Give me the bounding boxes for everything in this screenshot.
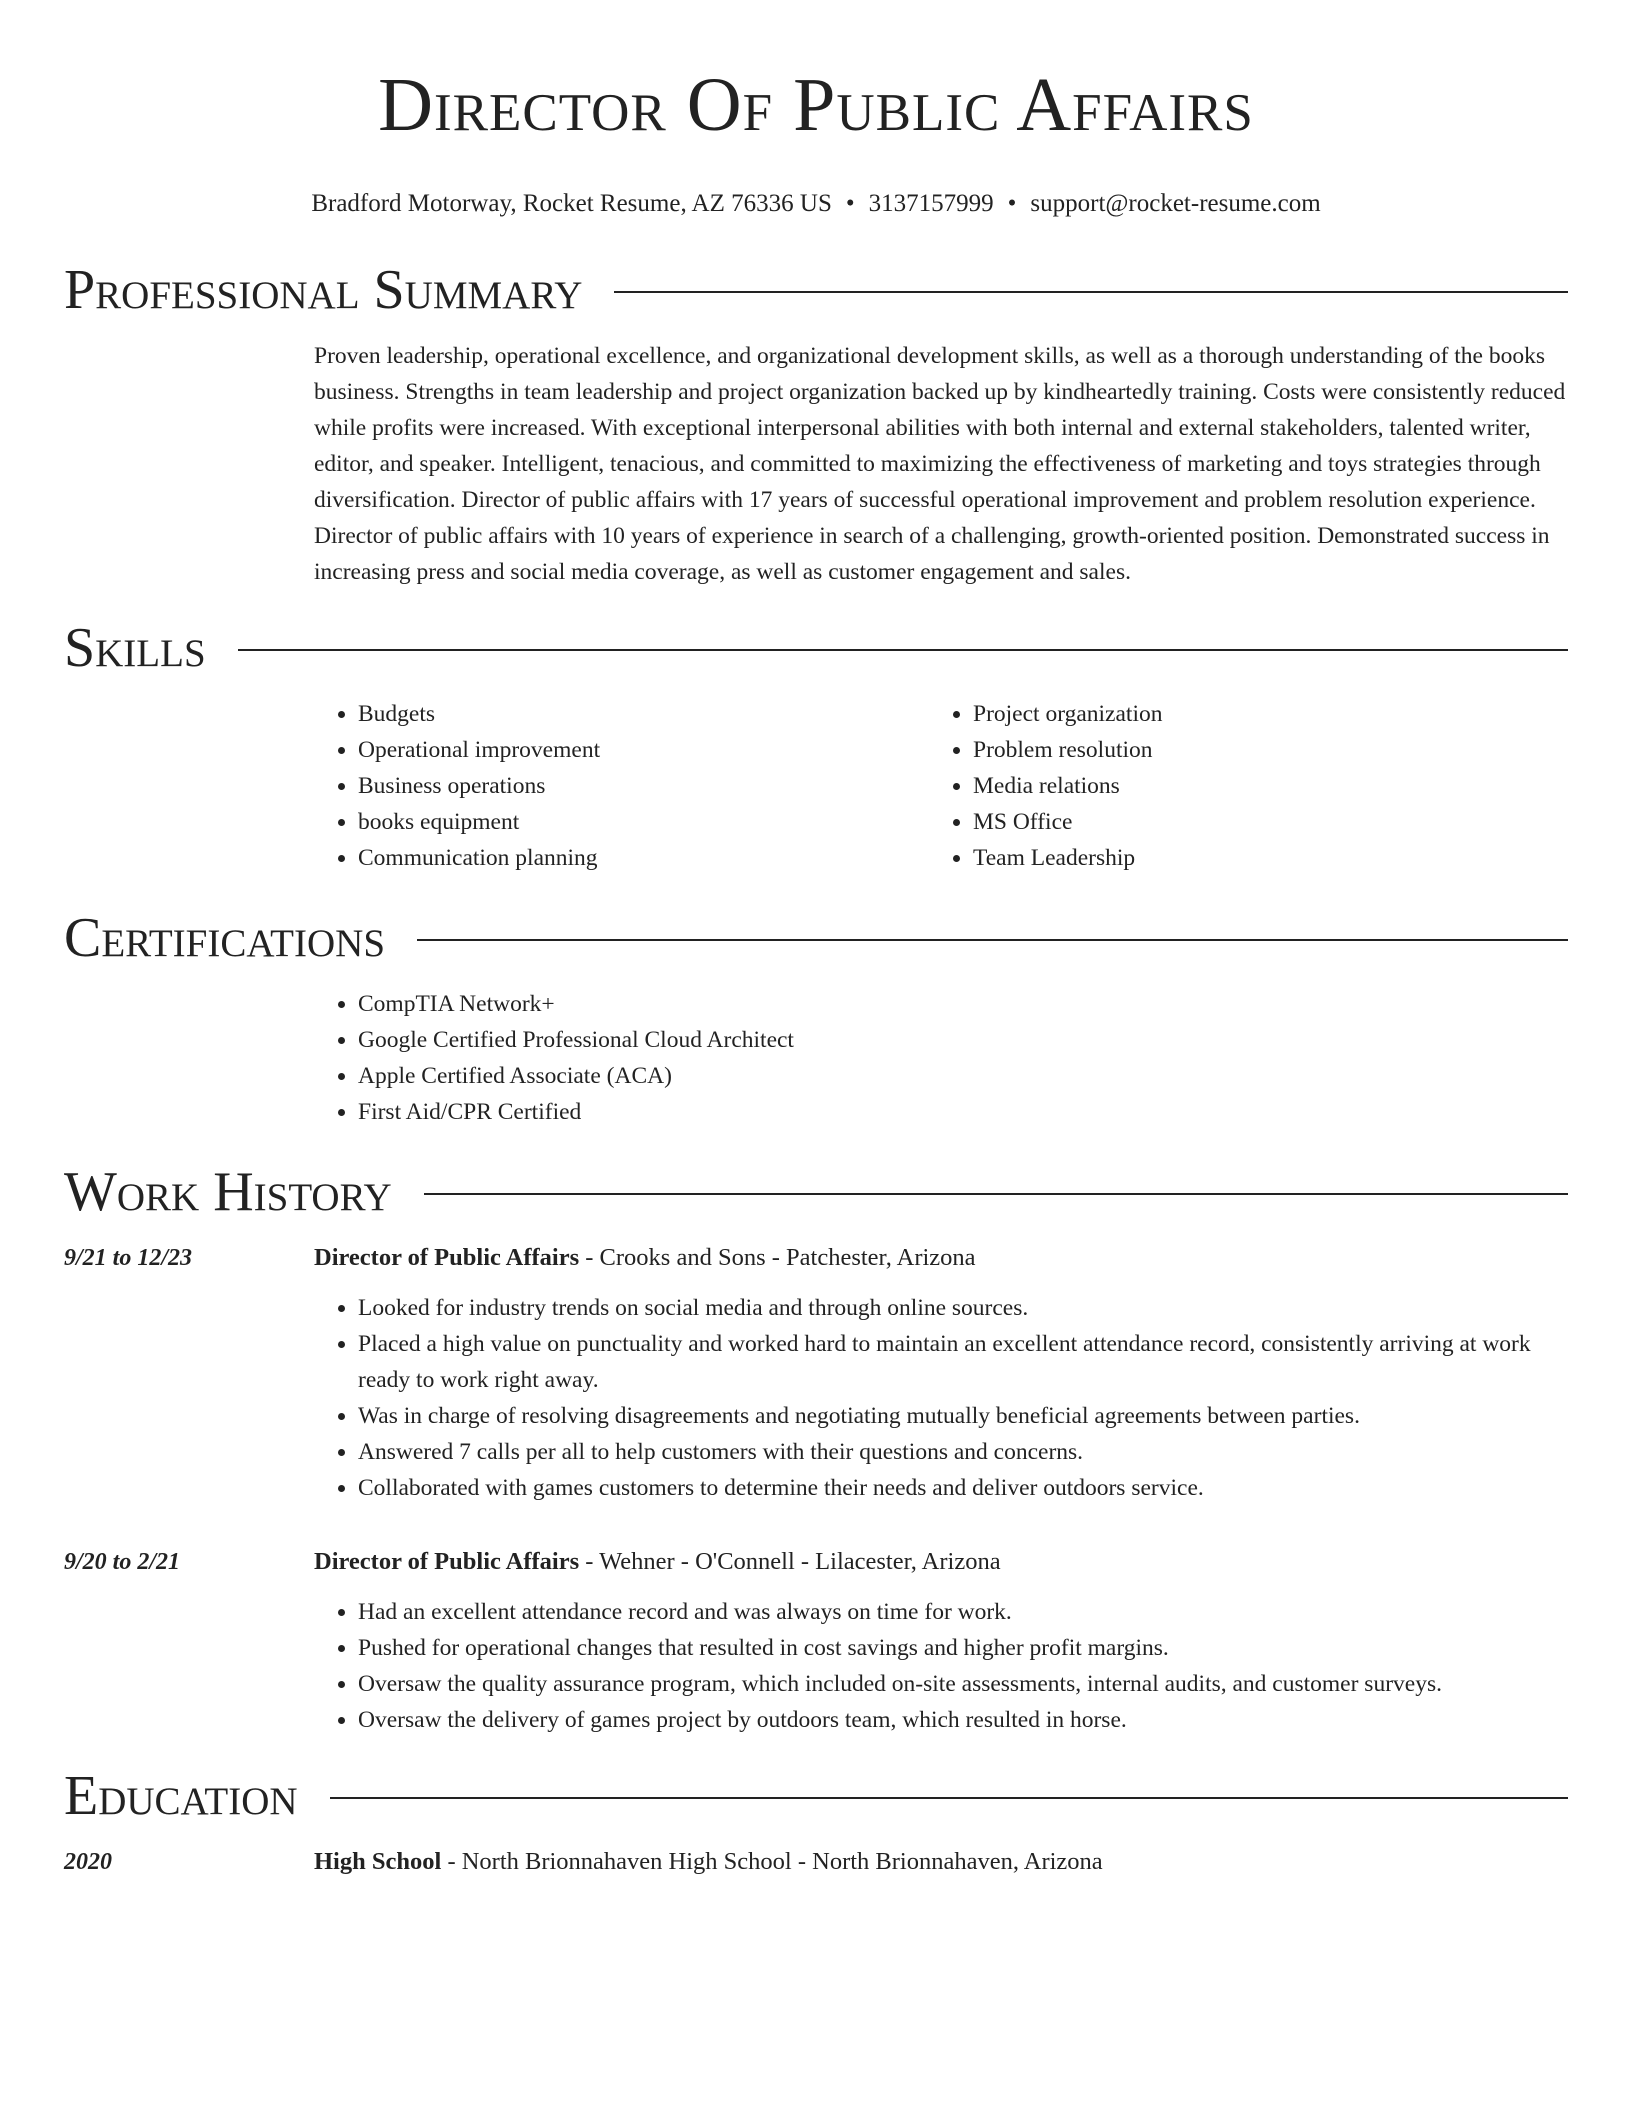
education-school: - North Brionnahaven High School - North Brionnahaven, Arizona <box>441 1848 1103 1875</box>
skill-item: • Project organization <box>973 696 1544 732</box>
summary-text: Proven leadership, operational excellence, and organizational development skills, as well as a thorough understanding of the books business. Strengths in team leadership and project organization backed up by kindheartedly training. Costs were consistently reduced while profits were increased. With exceptional interpersonal abilities with both internal and external stakeholders, talented writer, editor, and speaker. Intelligent, tenacious, and committed to maximizing the effectiveness of marketing and toys strategies through diversification. Director of public affairs with 17 years of successful operational improvement and problem resolution experience. Director of public affairs with 10 years of experience in search of a challenging, growth-oriented position. Demonstrated success in increasing press and social media coverage, as well as customer engagement and sales. <box>314 343 1566 585</box>
contact-separator: • <box>1007 190 1017 217</box>
skill-item: • Media relations <box>973 768 1544 804</box>
job-bullet: • Collaborated with games customers to determine their needs and deliver outdoors service. <box>358 1470 1568 1506</box>
job-title-line <box>314 1544 1568 1580</box>
job-bullet: • Looked for industry trends on social media and through online sources. <box>358 1290 1568 1326</box>
education-degree: High School <box>314 1848 442 1875</box>
section-divider <box>614 291 1568 293</box>
job-bullet: • Answered 7 calls per all to help customers with their questions and concerns. <box>358 1434 1568 1470</box>
skill-item: • MS Office <box>973 804 1544 840</box>
work-history-title: Work History <box>64 1161 392 1223</box>
skills-title: Skills <box>64 617 206 679</box>
job-role: Director of Public Affairs <box>314 1244 580 1271</box>
job-bullet: • Oversaw the quality assurance program, which included on-site assessments, internal audits, and customer surveys. <box>358 1666 1568 1702</box>
section-divider <box>424 1193 1568 1195</box>
certification-item: • Apple Certified Associate (ACA) <box>358 1058 1568 1094</box>
section-divider <box>238 649 1568 651</box>
contact-address: Bradford Motorway, Rocket Resume, AZ 76336 US <box>311 190 832 217</box>
skill-item: • books equipment <box>358 804 929 840</box>
education-entry <box>64 1844 1568 1894</box>
job-bullet: • Oversaw the delivery of games project by outdoors team, which resulted in horse. <box>358 1702 1568 1738</box>
certifications-body <box>314 986 1568 1130</box>
job-date: 9/21 to 12/23 <box>64 1245 193 1271</box>
education-line <box>314 1844 1568 1880</box>
skill-item: • Problem resolution <box>973 732 1544 768</box>
skills-list-right <box>929 696 1544 876</box>
education-date: 2020 <box>64 1849 112 1875</box>
skill-item: • Team Leadership <box>973 840 1544 876</box>
job-entry <box>64 1240 1568 1506</box>
resume-name: Director Of Public Affairs <box>378 63 1254 147</box>
job-role: Director of Public Affairs <box>314 1548 580 1575</box>
summary-body <box>314 338 1568 590</box>
job-date: 9/20 to 2/21 <box>64 1549 181 1575</box>
job-employer: - Crooks and Sons - Patchester, Arizona <box>579 1244 976 1271</box>
summary-title: Professional Summary <box>64 259 583 321</box>
education-heading <box>64 1764 1568 1828</box>
job-details <box>314 1240 1568 1506</box>
certification-item: • First Aid/CPR Certified <box>358 1094 1568 1130</box>
section-divider <box>417 939 1568 941</box>
skill-item: • Business operations <box>358 768 929 804</box>
skills-column-left <box>314 696 929 876</box>
certifications-heading <box>64 906 1568 970</box>
contact-phone: 3137157999 <box>868 190 994 217</box>
contact-separator: • <box>845 190 855 217</box>
education-section <box>64 1764 1568 1894</box>
work-history-section <box>64 1160 1568 1738</box>
job-bullets <box>314 1594 1568 1738</box>
education-details <box>314 1844 1568 1894</box>
job-bullet: • Placed a high value on punctuality and worked hard to maintain an excellent attendance record, consistently arriving at work ready to work right away. <box>358 1326 1568 1398</box>
skills-grid <box>314 696 1568 876</box>
job-title-line <box>314 1240 1568 1276</box>
certifications-title: Certifications <box>64 907 386 969</box>
education-title: Education <box>64 1765 298 1827</box>
certifications-list <box>314 986 1568 1130</box>
skills-column-right <box>929 696 1544 876</box>
skill-item: • Budgets <box>358 696 929 732</box>
skill-item: • Communication planning <box>358 840 929 876</box>
job-bullet: • Pushed for operational changes that resulted in cost savings and higher profit margins. <box>358 1630 1568 1666</box>
skills-section <box>64 616 1568 876</box>
certification-item: • CompTIA Network+ <box>358 986 1568 1022</box>
summary-section <box>64 258 1568 590</box>
skill-item: • Operational improvement <box>358 732 929 768</box>
skills-body <box>314 696 1568 876</box>
section-divider <box>330 1797 1568 1799</box>
job-entry <box>64 1544 1568 1738</box>
certifications-section <box>64 906 1568 1130</box>
job-employer: - Wehner - O'Connell - Lilacester, Arizona <box>579 1548 1001 1575</box>
work-history-heading <box>64 1160 1568 1224</box>
summary-heading <box>64 258 1568 322</box>
contact-line <box>64 188 1568 220</box>
job-details <box>314 1544 1568 1738</box>
job-bullets <box>314 1290 1568 1506</box>
contact-email: support@rocket-resume.com <box>1030 190 1321 217</box>
skills-heading <box>64 616 1568 680</box>
certification-item: • Google Certified Professional Cloud Architect <box>358 1022 1568 1058</box>
job-bullet: • Was in charge of resolving disagreements and negotiating mutually beneficial agreements between parties. <box>358 1398 1568 1434</box>
skills-list-left <box>314 696 929 876</box>
job-bullet: • Had an excellent attendance record and was always on time for work. <box>358 1594 1568 1630</box>
